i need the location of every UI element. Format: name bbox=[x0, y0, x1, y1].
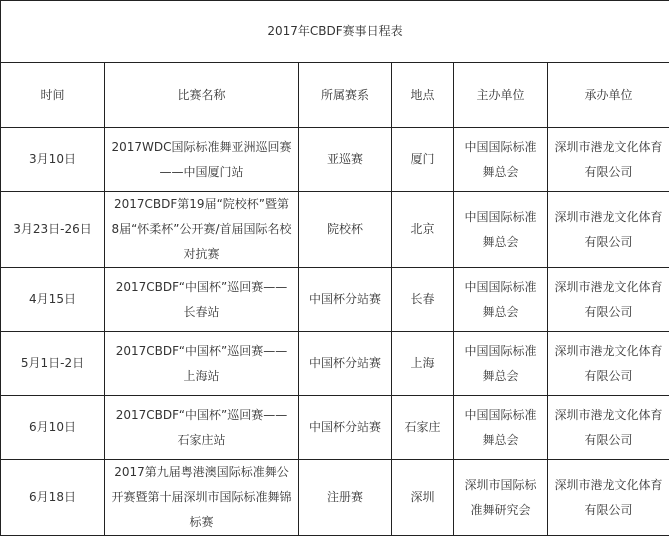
cell-event-name: 2017WDC国际标准舞亚洲巡回赛——中国厦门站 bbox=[105, 128, 299, 192]
cell-event-name: 2017CBDF“中国杯”巡回赛——上海站 bbox=[105, 332, 299, 396]
cell-undertaker: 深圳市港龙文化体育有限公司 bbox=[548, 396, 669, 460]
table-row bbox=[1, 396, 669, 460]
cell-series: 亚巡赛 bbox=[299, 128, 392, 192]
cell-undertaker: 深圳市港龙文化体育有限公司 bbox=[548, 268, 669, 332]
header-location: 地点 bbox=[392, 63, 454, 128]
cell-series: 中国杯分站赛 bbox=[299, 396, 392, 460]
header-undertaker: 承办单位 bbox=[548, 63, 669, 128]
cell-time: 5月1日-2日 bbox=[1, 332, 105, 396]
cell-organizer: 中国国际标准舞总会 bbox=[454, 128, 548, 192]
cell-location: 石家庄 bbox=[392, 396, 454, 460]
cell-location: 厦门 bbox=[392, 128, 454, 192]
cell-organizer: 中国国际标准舞总会 bbox=[454, 192, 548, 268]
cell-event-name: 2017CBDF“中国杯”巡回赛——石家庄站 bbox=[105, 396, 299, 460]
cell-location: 上海 bbox=[392, 332, 454, 396]
cell-event-name: 2017CBDF第19届“院校杯”暨第8届“怀柔杯”公开赛/首届国际名校对抗赛 bbox=[105, 192, 299, 268]
cell-time: 3月23日-26日 bbox=[1, 192, 105, 268]
header-event-name: 比赛名称 bbox=[105, 63, 299, 128]
header-organizer: 主办单位 bbox=[454, 63, 548, 128]
cell-time: 4月15日 bbox=[1, 268, 105, 332]
cell-time: 6月10日 bbox=[1, 396, 105, 460]
table-row bbox=[1, 128, 669, 192]
cell-organizer: 中国国际标准舞总会 bbox=[454, 396, 548, 460]
header-row bbox=[1, 63, 669, 128]
cell-time: 3月10日 bbox=[1, 128, 105, 192]
cell-undertaker: 深圳市港龙文化体育有限公司 bbox=[548, 460, 669, 536]
cell-undertaker: 深圳市港龙文化体育有限公司 bbox=[548, 332, 669, 396]
cell-event-name: 2017第九届粤港澳国际标准舞公开赛暨第十届深圳市国际标准舞锦标赛 bbox=[105, 460, 299, 536]
table-row bbox=[1, 460, 669, 536]
cell-undertaker: 深圳市港龙文化体育有限公司 bbox=[548, 192, 669, 268]
cell-series: 院校杯 bbox=[299, 192, 392, 268]
table-row bbox=[1, 192, 669, 268]
cell-location: 北京 bbox=[392, 192, 454, 268]
cell-event-name: 2017CBDF“中国杯”巡回赛——长春站 bbox=[105, 268, 299, 332]
cell-series: 中国杯分站赛 bbox=[299, 332, 392, 396]
cell-series: 中国杯分站赛 bbox=[299, 268, 392, 332]
table-row bbox=[1, 332, 669, 396]
cell-organizer: 中国国际标准舞总会 bbox=[454, 268, 548, 332]
table-title: 2017年CBDF赛事日程表 bbox=[1, 1, 669, 63]
cell-undertaker: 深圳市港龙文化体育有限公司 bbox=[548, 128, 669, 192]
header-series: 所属赛系 bbox=[299, 63, 392, 128]
cell-series: 注册赛 bbox=[299, 460, 392, 536]
cell-location: 深圳 bbox=[392, 460, 454, 536]
table-row bbox=[1, 268, 669, 332]
cell-organizer: 深圳市国际标准舞研究会 bbox=[454, 460, 548, 536]
header-time: 时间 bbox=[1, 63, 105, 128]
cell-time: 6月18日 bbox=[1, 460, 105, 536]
cell-organizer: 中国国际标准舞总会 bbox=[454, 332, 548, 396]
cell-location: 长春 bbox=[392, 268, 454, 332]
